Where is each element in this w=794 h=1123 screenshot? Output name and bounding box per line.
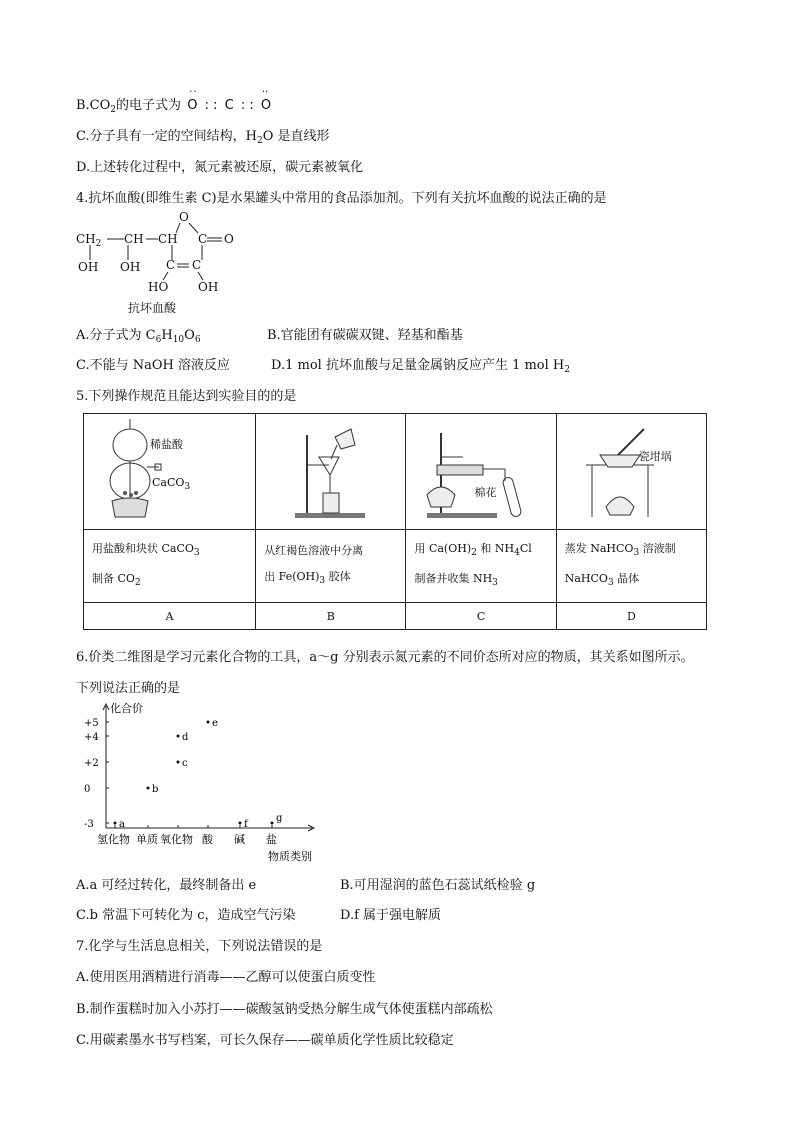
valence-class-chart bbox=[80, 700, 340, 866]
cell-image-c bbox=[406, 414, 556, 530]
option-6a: A.a 可经过转化，最终制备出 e bbox=[76, 878, 257, 893]
desc-d: 蒸发 NaHCO$_3$ 溶液制 NaHCO$_3$ 晶体 bbox=[556, 530, 706, 603]
question-5: 5.下列操作规范且能达到实验目的的是 bbox=[76, 389, 297, 404]
option-4c: C.不能与 NaOH 溶液反应 bbox=[76, 358, 231, 373]
x-tick-label: 氢化物 bbox=[97, 833, 130, 846]
desc-b: 从红褐色溶液中分离 出 $Fe(OH)_3$ 胶体 bbox=[256, 530, 406, 603]
y-tick-label: +4 bbox=[84, 732, 99, 743]
point-label-c: c bbox=[182, 758, 188, 769]
point-label-b: b bbox=[152, 784, 159, 795]
cell-image-b bbox=[256, 414, 406, 530]
kipp-apparatus-image bbox=[85, 415, 239, 525]
cell-image-a bbox=[84, 414, 256, 530]
option-4a: A.分子式为 $C_6H_{10}O_6$ bbox=[76, 328, 201, 345]
y-tick-label: +2 bbox=[84, 758, 99, 769]
question-7: 7.化学与生活息息相关，下列说法错误的是 bbox=[76, 939, 323, 954]
desc-c: 用 $Ca(OH)_2$ 和 $NH_4Cl$ 制备并收集 $NH_3$ bbox=[406, 530, 556, 603]
option-7c: C.用碳素墨水书写档案，可长久保存——碳单质化学性质比较稳定 bbox=[76, 1033, 454, 1048]
point-label-g: g bbox=[276, 813, 283, 824]
co2-electron-formula: ·· O : : C : : ·· O bbox=[187, 87, 272, 113]
point-label-a: a bbox=[119, 819, 125, 830]
data-point-b bbox=[147, 787, 150, 790]
ascorbic-acid-structure: $CH_2$ CH CH O C O OH OH C C HO OH 抗坏血酸 bbox=[76, 208, 256, 318]
option-label-b: B bbox=[256, 603, 406, 630]
data-point-d bbox=[177, 735, 180, 738]
option-6d: D.f 属于强电解质 bbox=[340, 908, 442, 923]
option-7b: B.制作蛋糕时加入小苏打——碳酸氢钠受热分解生成气体使蛋糕内部疏松 bbox=[76, 1002, 493, 1017]
option-4b: B.官能团有碳碳双键、羟基和酯基 bbox=[267, 328, 463, 343]
option-label-a: A bbox=[84, 603, 256, 630]
data-point-e bbox=[207, 721, 210, 724]
y-axis-label: 化合价 bbox=[110, 702, 143, 715]
x-tick-label: 盐 bbox=[266, 833, 277, 846]
option-6c: C.b 常温下可转化为 c，造成空气污染 bbox=[76, 908, 296, 923]
label-dilute-hcl: 稀盐酸 bbox=[150, 438, 183, 451]
ammonia-preparation-image bbox=[407, 415, 541, 525]
point-label-e: e bbox=[212, 718, 218, 729]
experiment-table bbox=[83, 413, 707, 630]
data-point-f bbox=[239, 822, 242, 825]
option-label-c: C bbox=[406, 603, 556, 630]
desc-a: 用盐酸和块状 CaCO$_3$ 制备 $CO_2$ bbox=[84, 530, 256, 603]
data-point-c bbox=[177, 761, 180, 764]
y-tick-label: 0 bbox=[84, 784, 91, 795]
y-tick-label: +5 bbox=[84, 718, 99, 729]
option-6b: B.可用湿润的蓝色石蕊试纸检验 g bbox=[340, 878, 536, 893]
label-cotton: 棉花 bbox=[474, 486, 497, 499]
point-label-d: d bbox=[182, 732, 189, 743]
label-porcelain-crucible: 瓷坩埚 bbox=[638, 450, 672, 463]
structure-name: 抗坏血酸 bbox=[128, 301, 177, 315]
option-4d: D.1 mol 抗坏血酸与足量金属钠反应产生 1 mol $H_2$ bbox=[271, 358, 570, 375]
filtration-image bbox=[257, 415, 391, 525]
option-3c: C.分子具有一定的空间结构，$H_2O$ 是直线形 bbox=[76, 129, 330, 146]
y-tick-label: -3 bbox=[84, 819, 94, 830]
question-4: 4.抗坏血酸(即维生素 C)是水果罐头中常用的食品添加剂。下列有关抗坏血酸的说法正确的是 bbox=[76, 191, 607, 206]
label-caco3: CaCO$_3$ bbox=[152, 476, 191, 492]
x-tick-label: 酸 bbox=[202, 833, 213, 846]
option-label-d: D bbox=[556, 603, 706, 630]
data-point-g bbox=[271, 822, 274, 825]
cell-image-d bbox=[556, 414, 706, 530]
question-6-line1: 6.价类二维图是学习元素化合物的工具，a～g 分别表示氮元素的不同价态所对应的物质，其关系如图所示。 bbox=[76, 650, 694, 665]
x-tick-label: 氧化物 bbox=[160, 833, 193, 846]
question-6-line2: 下列说法正确的是 bbox=[76, 681, 181, 696]
option-7a: A.使用医用酒精进行消毒——乙醇可以使蛋白质变性 bbox=[76, 970, 376, 985]
x-tick-label: 碱 bbox=[234, 833, 245, 846]
x-tick-label: 单质 bbox=[136, 833, 158, 846]
x-axis-label: 物质类别 bbox=[268, 850, 312, 863]
option-3d: D.上述转化过程中，氮元素被还原，碳元素被氧化 bbox=[76, 160, 364, 175]
data-point-a bbox=[114, 822, 117, 825]
option-3b: $B.CO_2$的电子式为 ·· O : : C : : ·· O bbox=[76, 87, 272, 115]
crucible-evaporation-image bbox=[558, 415, 692, 525]
point-label-f: f bbox=[244, 819, 248, 830]
